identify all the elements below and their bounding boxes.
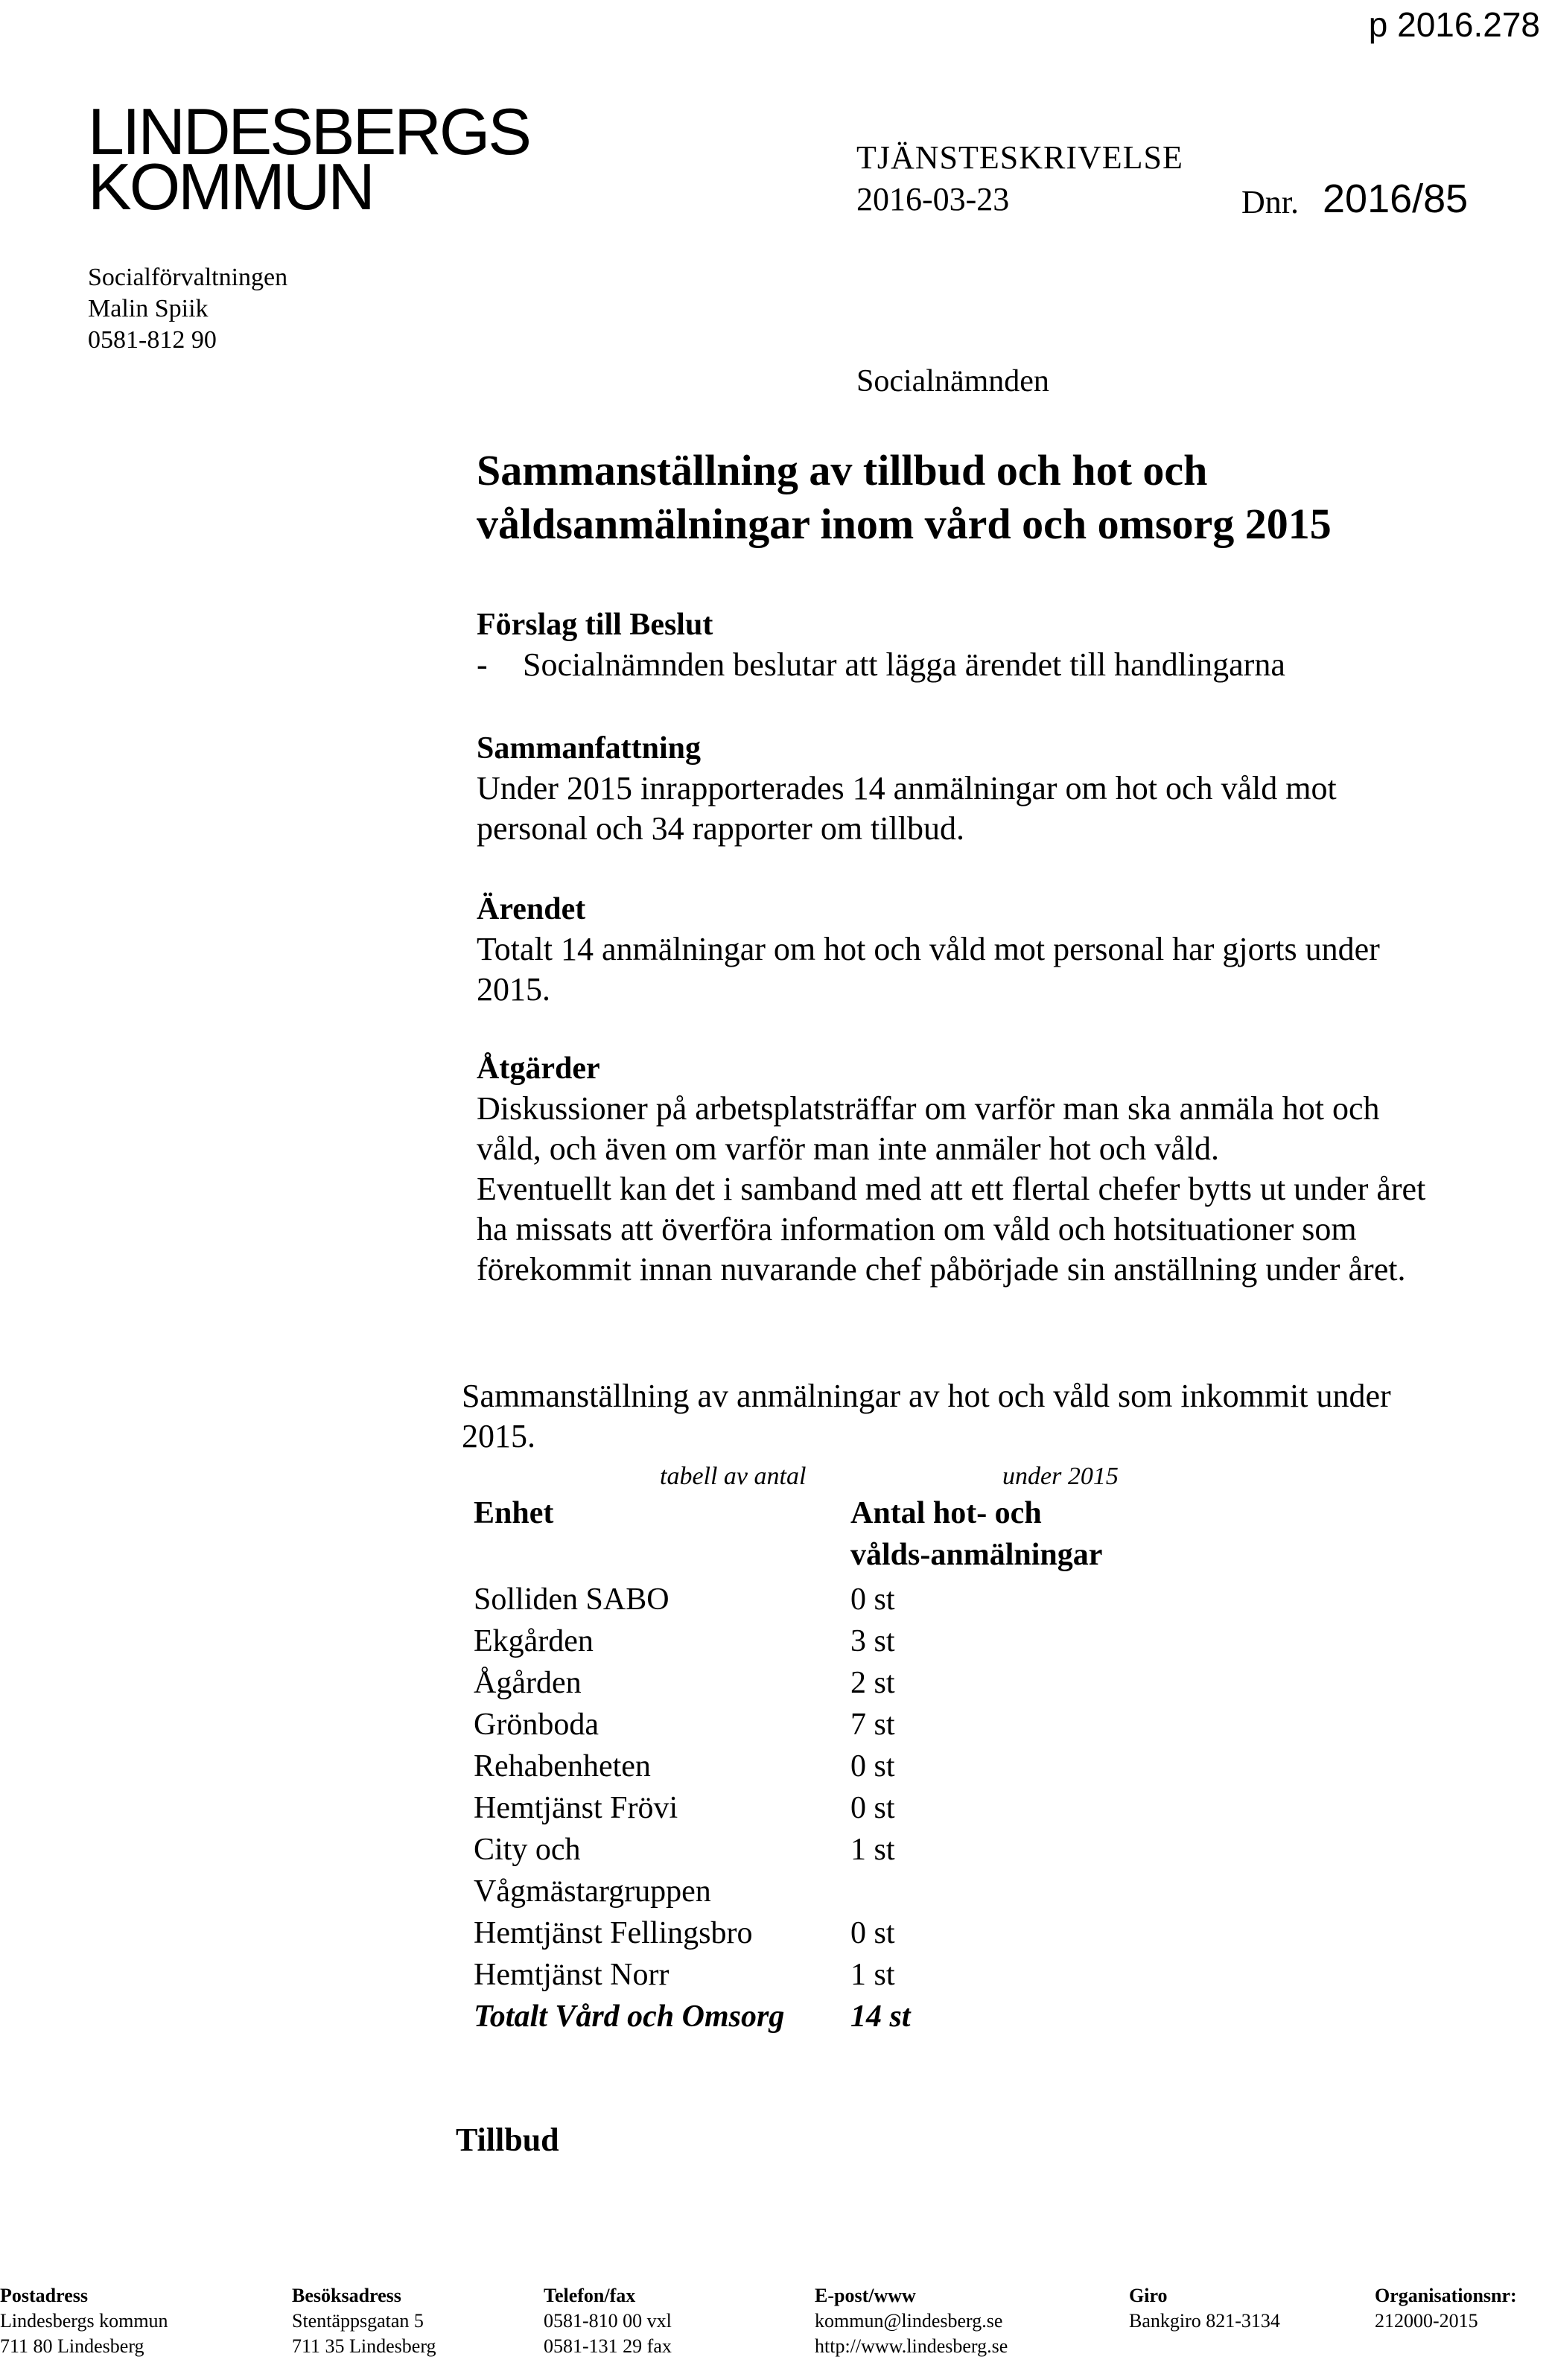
proposal-item bbox=[477, 645, 1519, 685]
table-caption-right: under 2015 bbox=[1002, 1463, 1119, 1490]
intro-line-2: 2015. bbox=[462, 1418, 535, 1454]
footer-orgnr bbox=[1375, 2283, 1517, 2334]
footer-giro bbox=[1129, 2283, 1280, 2334]
municipality-logo bbox=[88, 95, 529, 223]
summary-heading: Sammanfattning bbox=[477, 731, 702, 766]
row-unit: Hemtjänst Fellingsbro bbox=[474, 1916, 753, 1950]
footer-giro-line-1: Bankgiro 821-3134 bbox=[1129, 2310, 1280, 2332]
table-header-count-line-2: vålds-anmälningar bbox=[850, 1538, 1103, 1572]
footer-orgnr-heading: Organisationsnr: bbox=[1375, 2285, 1517, 2306]
row-unit: Rehabenheten bbox=[474, 1749, 651, 1784]
proposal-section bbox=[477, 605, 1519, 685]
sender-block bbox=[88, 262, 287, 356]
table-intro bbox=[462, 1376, 1504, 1457]
table-header-unit: Enhet bbox=[474, 1496, 554, 1530]
actions-line-5: förekommit innan nuvarande chef påbörjade sin anställning under året. bbox=[477, 1251, 1406, 1288]
intro-line-1: Sammanställning av anmälningar av hot och våld som inkommit under bbox=[462, 1378, 1391, 1414]
footer-orgnr-line-1: 212000-2015 bbox=[1375, 2310, 1478, 2332]
actions-line-4: ha missats att överföra information om våld och hotsituationer som bbox=[477, 1211, 1357, 1247]
actions-heading: Åtgärder bbox=[477, 1051, 600, 1086]
dnr-label: Dnr. bbox=[1241, 184, 1299, 220]
bullet-dash: - bbox=[477, 646, 488, 683]
sender-name: Malin Spiik bbox=[88, 295, 209, 322]
footer-email-line-1: kommun@lindesberg.se bbox=[815, 2310, 1003, 2332]
summary-section bbox=[477, 728, 1519, 849]
recipient: Socialnämnden bbox=[856, 364, 1049, 398]
summary-line-1: Under 2015 inrapporterades 14 anmälningar om hot och våld mot bbox=[477, 770, 1337, 806]
row-count: 0 st bbox=[850, 1582, 895, 1617]
row-count: 0 st bbox=[850, 1916, 895, 1950]
document-date: 2016-03-23 bbox=[856, 181, 1010, 217]
tillbud-heading: Tillbud bbox=[456, 2122, 559, 2158]
actions-line-1: Diskussioner på arbetsplatsträffar om varför man ska anmäla hot och bbox=[477, 1090, 1380, 1127]
title-line-2: våldsanmälningar inom vård och omsorg 2015 bbox=[477, 500, 1332, 548]
proposal-heading: Förslag till Beslut bbox=[477, 608, 713, 642]
row-unit: Hemtjänst Frövi bbox=[474, 1791, 678, 1825]
footer-phone bbox=[544, 2283, 672, 2359]
matter-section bbox=[477, 889, 1519, 1010]
summary-line-2: personal och 34 rapporter om tillbud. bbox=[477, 810, 964, 847]
row-count: 1 st bbox=[850, 1833, 895, 1867]
document-type: TJÄNSTESKRIVELSE bbox=[856, 139, 1183, 176]
total-unit: Totalt Vård och Omsorg bbox=[474, 1999, 785, 2034]
row-unit: Ågården bbox=[474, 1666, 582, 1700]
footer-phone-heading: Telefon/fax bbox=[544, 2285, 636, 2306]
sender-office: Socialförvaltningen bbox=[88, 264, 288, 291]
row-count: 1 st bbox=[850, 1958, 895, 1992]
row-count: 3 st bbox=[850, 1624, 895, 1658]
footer-postal-line-1: Lindesbergs kommun bbox=[0, 2310, 168, 2332]
row-unit: City och bbox=[474, 1833, 581, 1867]
row-unit: Solliden SABO bbox=[474, 1582, 669, 1617]
row-unit: Hemtjänst Norr bbox=[474, 1958, 669, 1992]
table-header-count-line-1: Antal hot- och bbox=[850, 1496, 1042, 1530]
matter-line-2: 2015. bbox=[477, 971, 550, 1008]
matter-heading: Ärendet bbox=[477, 892, 586, 926]
sender-phone: 0581-812 90 bbox=[88, 326, 217, 354]
row-unit: Grönboda bbox=[474, 1708, 599, 1742]
row-count: 2 st bbox=[850, 1666, 895, 1700]
footer-phone-line-1: 0581-810 00 vxl bbox=[544, 2310, 672, 2332]
logo-line-1: LINDESBERGS bbox=[88, 95, 529, 168]
actions-line-2: våld, och även om varför man inte anmäler hot och våld. bbox=[477, 1130, 1219, 1167]
table-caption-left: tabell av antal bbox=[660, 1463, 807, 1490]
footer-postal-heading: Postadress bbox=[0, 2285, 88, 2306]
actions-section bbox=[477, 1049, 1519, 1290]
footer-visit-heading: Besöksadress bbox=[292, 2285, 401, 2306]
document-title bbox=[477, 444, 1332, 551]
row-unit: Vågmästargruppen bbox=[474, 1874, 711, 1909]
logo-line-2: KOMMUN bbox=[88, 150, 373, 223]
row-unit: Ekgården bbox=[474, 1624, 594, 1658]
footer-visit bbox=[292, 2283, 436, 2359]
footer-email-heading: E-post/www bbox=[815, 2285, 916, 2306]
case-stamp: p 2016.278 bbox=[1368, 5, 1540, 44]
footer-visit-line-1: Stentäppsgatan 5 bbox=[292, 2310, 424, 2332]
actions-line-3: Eventuellt kan det i samband med att ett flertal chefer bytts ut under året bbox=[477, 1171, 1426, 1207]
footer-postal bbox=[0, 2283, 168, 2359]
row-count: 0 st bbox=[850, 1791, 895, 1825]
dnr-number: 2016/85 bbox=[1323, 176, 1469, 221]
proposal-text: Socialnämnden beslutar att lägga ärendet till handlingarna bbox=[523, 646, 1285, 683]
footer-postal-line-2: 711 80 Lindesberg bbox=[0, 2335, 144, 2357]
footer-email-line-2: http://www.lindesberg.se bbox=[815, 2335, 1008, 2357]
row-count: 0 st bbox=[850, 1749, 895, 1784]
row-count: 7 st bbox=[850, 1708, 895, 1742]
matter-line-1: Totalt 14 anmälningar om hot och våld mot personal har gjorts under bbox=[477, 931, 1380, 967]
footer-phone-line-2: 0581-131 29 fax bbox=[544, 2335, 672, 2357]
total-count: 14 st bbox=[850, 1999, 911, 2034]
title-line-1: Sammanställning av tillbud och hot och bbox=[477, 446, 1208, 494]
footer-giro-heading: Giro bbox=[1129, 2285, 1168, 2306]
footer-email bbox=[815, 2283, 1008, 2359]
footer-visit-line-2: 711 35 Lindesberg bbox=[292, 2335, 436, 2357]
